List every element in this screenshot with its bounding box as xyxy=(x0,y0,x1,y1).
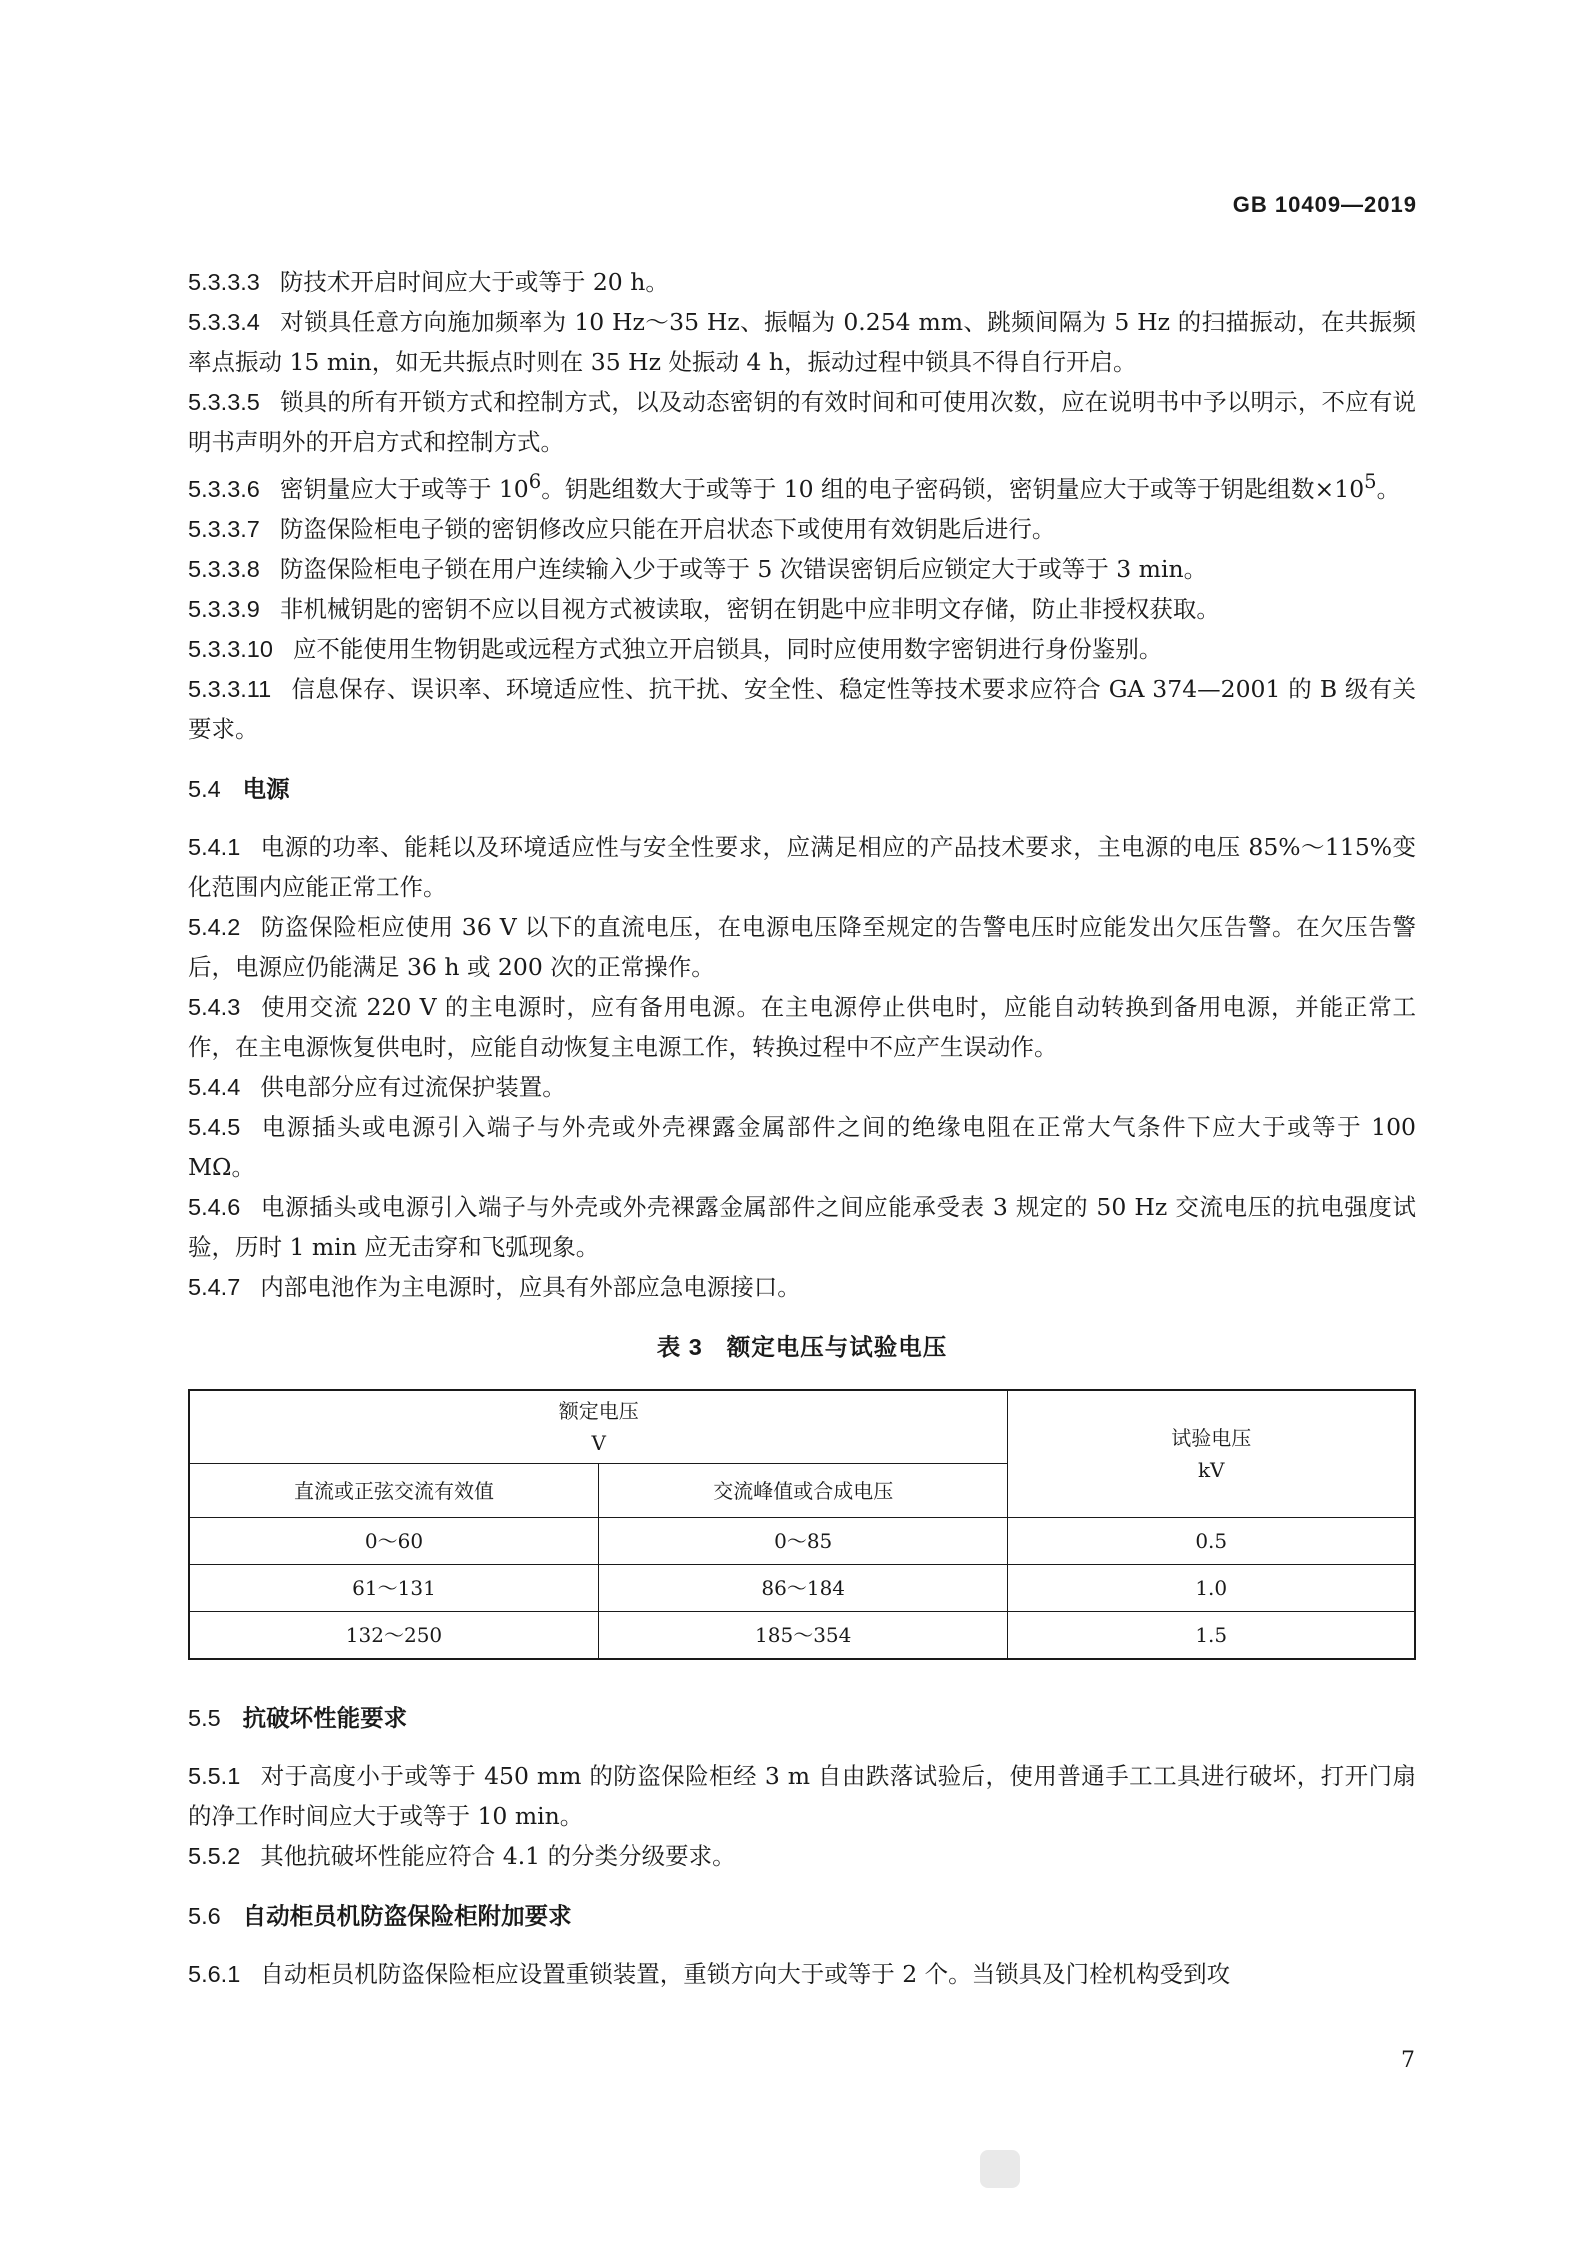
clause-text: 密钥量应大于或等于 10 xyxy=(279,474,529,503)
table-cell: 0.5 xyxy=(1008,1518,1415,1565)
clause-5-3-3-3 xyxy=(188,262,1416,302)
clause-5-5-2 xyxy=(188,1836,1416,1876)
section-title: 抗破坏性能要求 xyxy=(242,1705,408,1732)
clause-number: 5.4.5 xyxy=(188,1113,241,1140)
clause-5-3-3-10 xyxy=(188,629,1416,669)
clause-number: 5.3.3.3 xyxy=(188,269,260,295)
table-cell: 1.0 xyxy=(1008,1565,1415,1612)
clause-text: 供电部分应有过流保护装置。 xyxy=(260,1072,566,1101)
voltage-table xyxy=(188,1389,1416,1661)
page-number: 7 xyxy=(1401,2048,1415,2073)
table-cell: 0～85 xyxy=(598,1518,1007,1565)
table-number: 表 3 xyxy=(656,1333,703,1360)
clause-number: 5.3.3.10 xyxy=(188,635,273,662)
clause-text: 防盗保险柜应使用 36 V 以下的直流电压，在电源电压降至规定的告警电压时应能发出欠压告警。在欠压告警后，电源应仍能满足 36 h 或 200 次的正常操作。 xyxy=(188,912,1416,981)
page-body xyxy=(188,262,1416,1994)
superscript: 6 xyxy=(528,470,542,493)
section-number: 5.5 xyxy=(188,1705,221,1732)
scan-artifact xyxy=(980,2150,1020,2188)
clause-5-3-3-7 xyxy=(188,509,1416,549)
clause-text: 对锁具任意方向施加频率为 10 Hz～35 Hz、振幅为 0.254 mm、跳频间隔为 5 Hz 的扫描振动，在共振频率点振动 15 min，如无共振点时则在 35 Hz 处振动 4 h，振动过程中锁具不得自行开启。 xyxy=(188,308,1416,376)
clause-text: 锁具的所有开锁方式和控制方式，以及动态密钥的有效时间和可使用次数，应在说明书中予以明示，不应有说明书声明外的开启方式和控制方式。 xyxy=(188,388,1416,456)
dc-rms-header: 直流或正弦交流有效值 xyxy=(189,1464,598,1518)
clause-text: 信息保存、误识率、环境适应性、抗干扰、安全性、稳定性等技术要求应符合 GA 374—2001 的 B 级有关要求。 xyxy=(188,674,1416,743)
clause-text: 防盗保险柜电子锁在用户连续输入少于或等于 5 次错误密钥后应锁定大于或等于 3 min。 xyxy=(279,554,1208,583)
clause-text: 自动柜员机防盗保险柜应设置重锁装置，重锁方向大于或等于 2 个。当锁具及门栓机构受到攻 xyxy=(260,1960,1231,1989)
table-cell: 132～250 xyxy=(189,1612,598,1660)
clause-number: 5.4.6 xyxy=(188,1193,241,1220)
clause-number: 5.5.2 xyxy=(188,1843,241,1870)
clause-text: 。钥匙组数大于或等于 10 组的电子密码锁，密钥量应大于或等于钥匙组数×10 xyxy=(541,474,1365,503)
clause-5-3-3-9 xyxy=(188,589,1416,629)
ac-peak-header: 交流峰值或合成电压 xyxy=(598,1464,1007,1518)
clause-5-3-3-6 xyxy=(188,462,1416,509)
clause-5-4-4 xyxy=(188,1067,1416,1107)
clause-5-3-3-11 xyxy=(188,669,1416,749)
clause-5-4-2 xyxy=(188,907,1416,987)
clause-text: 使用交流 220 V 的主电源时，应有备用电源。在主电源停止供电时，应能自动转换到备用电源，并能正常工作，在主电源恢复供电时，应能自动恢复主电源工作，转换过程中不应产生误动作。 xyxy=(188,992,1416,1061)
section-heading-5-5 xyxy=(188,1698,1416,1738)
clause-text: 电源插头或电源引入端子与外壳或外壳裸露金属部件之间应能承受表 3 规定的 50 Hz 交流电压的抗电强度试验，历时 1 min 应无击穿和飞弧现象。 xyxy=(188,1192,1416,1261)
section-heading-5-6 xyxy=(188,1896,1416,1936)
clause-number: 5.3.3.4 xyxy=(188,309,260,335)
clause-text: 应不能使用生物钥匙或远程方式独立开启锁具，同时应使用数字密钥进行身份鉴别。 xyxy=(292,634,1163,663)
section-title: 自动柜员机防盗保险柜附加要求 xyxy=(242,1903,572,1930)
clause-text: 其他抗破坏性能应符合 4.1 的分类分级要求。 xyxy=(260,1842,736,1871)
clause-text: 内部电池作为主电源时，应具有外部应急电源接口。 xyxy=(260,1272,801,1301)
test-voltage-header: 试验电压 kV xyxy=(1008,1390,1415,1518)
clause-5-5-1 xyxy=(188,1756,1416,1836)
clause-text: 防盗保险柜电子锁的密钥修改应只能在开启状态下或使用有效钥匙后进行。 xyxy=(279,514,1056,543)
clause-text: 防技术开启时间应大于或等于 20 h。 xyxy=(279,268,669,296)
table-caption xyxy=(188,1327,1416,1367)
clause-5-4-5 xyxy=(188,1107,1416,1187)
table-cell: 61～131 xyxy=(189,1565,598,1612)
clause-number: 5.3.3.5 xyxy=(188,389,260,415)
clause-number: 5.3.3.6 xyxy=(188,475,260,502)
clause-5-6-1 xyxy=(188,1954,1416,1994)
clause-text: 非机械钥匙的密钥不应以目视方式被读取，密钥在钥匙中应非明文存储，防止非授权获取。 xyxy=(279,594,1220,623)
clause-text: 电源插头或电源引入端子与外壳或外壳裸露金属部件之间的绝缘电阻在正常大气条件下应大于或等于 100 MΩ。 xyxy=(188,1112,1416,1181)
clause-5-4-7 xyxy=(188,1267,1416,1307)
clause-number: 5.4.7 xyxy=(188,1273,241,1300)
table-row xyxy=(189,1565,1415,1612)
table-cell: 1.5 xyxy=(1008,1612,1415,1660)
table-title: 额定电压与试验电压 xyxy=(726,1333,948,1360)
section-number: 5.4 xyxy=(188,775,221,802)
clause-text: 对于高度小于或等于 450 mm 的防盗保险柜经 3 m 自由跌落试验后，使用普通手工工具进行破坏，打开门扇的净工作时间应大于或等于 10 min。 xyxy=(188,1762,1416,1831)
section-heading-5-4 xyxy=(188,769,1416,809)
standard-code: GB 10409—2019 xyxy=(1232,192,1417,217)
clause-number: 5.3.3.7 xyxy=(188,515,260,542)
clause-number: 5.3.3.8 xyxy=(188,555,260,582)
clause-5-4-6 xyxy=(188,1187,1416,1267)
clause-text: 。 xyxy=(1376,474,1401,503)
table-row xyxy=(189,1518,1415,1565)
clause-5-3-3-4 xyxy=(188,302,1416,382)
clause-number: 5.4.3 xyxy=(188,993,241,1020)
section-number: 5.6 xyxy=(188,1903,221,1930)
clause-5-4-3 xyxy=(188,987,1416,1067)
rated-voltage-header: 额定电压 V xyxy=(189,1390,1008,1464)
clause-number: 5.4.1 xyxy=(188,833,241,860)
clause-number: 5.4.2 xyxy=(188,913,241,940)
clause-number: 5.3.3.11 xyxy=(188,675,272,702)
section-title: 电源 xyxy=(242,775,290,802)
clause-number: 5.3.3.9 xyxy=(188,595,260,622)
table-cell: 185～354 xyxy=(598,1612,1007,1660)
table-cell: 0～60 xyxy=(189,1518,598,1565)
clause-5-4-1 xyxy=(188,827,1416,907)
clause-number: 5.4.4 xyxy=(188,1073,241,1100)
clause-number: 5.6.1 xyxy=(188,1961,241,1988)
clause-5-3-3-8 xyxy=(188,549,1416,589)
superscript: 5 xyxy=(1364,470,1377,493)
clause-text: 电源的功率、能耗以及环境适应性与安全性要求，应满足相应的产品技术要求，主电源的电压 85%～115%变化范围内应能正常工作。 xyxy=(188,832,1416,901)
table-cell: 86～184 xyxy=(598,1565,1007,1612)
clause-number: 5.5.1 xyxy=(188,1763,241,1790)
clause-5-3-3-5 xyxy=(188,382,1416,462)
table-row xyxy=(189,1612,1415,1660)
